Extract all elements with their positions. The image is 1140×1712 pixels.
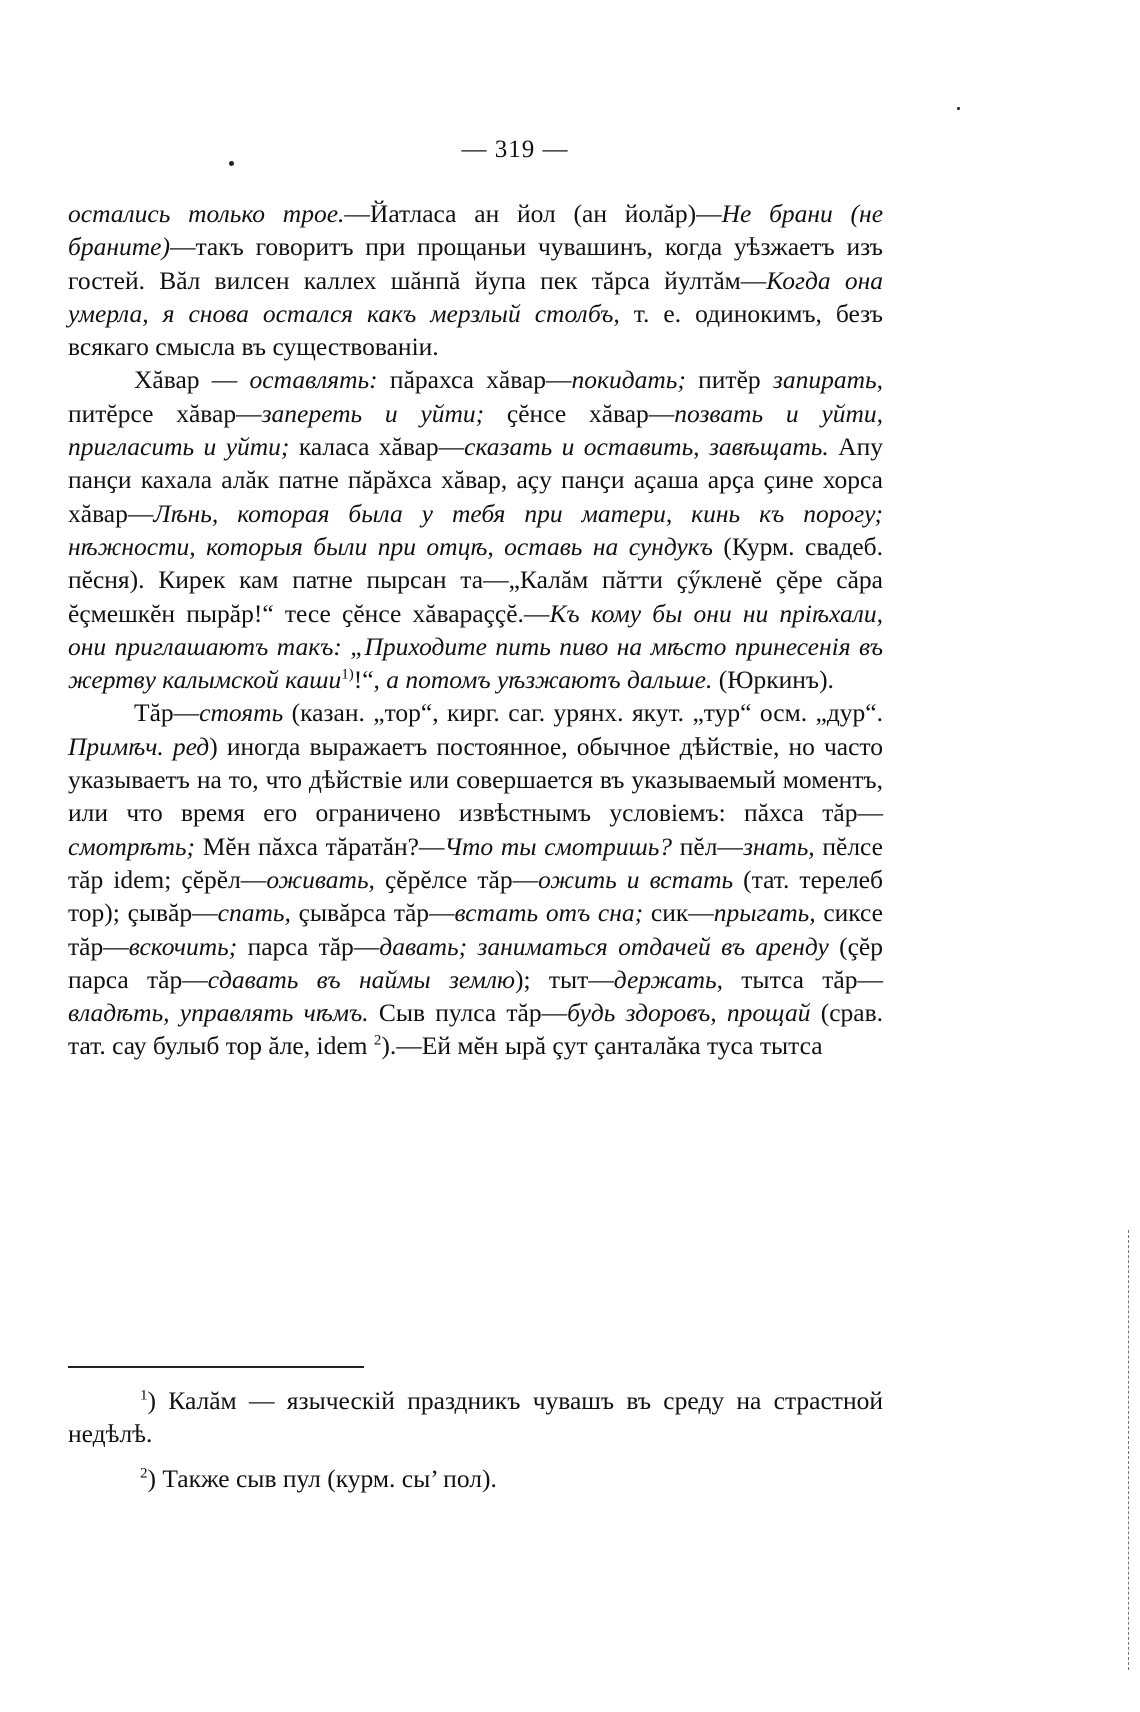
italic-run: позвать и уйти, пригласить и уйти; <box>68 398 883 462</box>
footnote-marker: 2 <box>373 1032 382 1049</box>
text-run: ҫĕрĕлсе тăр— <box>374 864 539 894</box>
footnotes <box>68 1384 883 1507</box>
text-run: питĕрсе хăвар— <box>68 398 262 428</box>
footnote-2 <box>68 1462 883 1495</box>
text-run: сик— <box>643 898 714 928</box>
text-run: (Юркинъ). <box>712 665 834 695</box>
italic-run: оживать, <box>266 864 375 894</box>
italic-run: смотрѣть; <box>68 831 196 861</box>
italic-run: Примѣч. ред <box>68 731 210 761</box>
italic-run: оставлять: <box>249 365 378 395</box>
text-run: ) иногда выражаетъ постоянное, обычное дѣйствіе, но часто указываетъ на то, что дѣйствіе или совершается въ указываемый моментъ, или что время его ограничено извѣстнымъ условіемъ: пăхса тăр— <box>68 731 883 828</box>
footnote-divider <box>68 1366 364 1368</box>
italic-run: спать, <box>217 898 291 928</box>
scan-edge-mark <box>1128 1230 1130 1670</box>
text-run: (казан. „тор“, кирг. саг. урянх. якут. „тур“ осм. „дур“. <box>283 698 883 728</box>
text-run: Апу панҫи кахала алăк патне пăрăхса хăвар, аçу панҫи аҫаша арҫа çине хорса хăвар— <box>68 432 883 528</box>
text-run: (тат. терелеб тор); çывăр— <box>68 864 883 928</box>
text-run: ) Калăм — языческій праздникъ чувашъ въ среду на страстной недѣлѣ. <box>68 1386 883 1448</box>
text-run: т. е. одинокимъ, безъ всякаго смысла въ существованіи. <box>68 298 883 362</box>
page-number: — 319 — <box>461 136 569 163</box>
text-run: пĕлсе тăр idem; ҫĕрĕл— <box>68 831 883 894</box>
italic-run: запереть и уйти; <box>261 398 485 428</box>
italic-run: знать, <box>742 831 815 861</box>
text-run: ).—Ей мĕн ырă çут çанталăка туса тытса <box>381 1031 823 1061</box>
text-run: каласа хăвар— <box>289 432 465 462</box>
text-run: Хăвар — <box>134 365 250 395</box>
footnote-1 <box>68 1384 883 1450</box>
text-run: —такъ говоритъ при прощаньи чувашинъ, когда уѣзжаетъ изъ гостей. Вăл вилсен каллех шăнпă йупа пек тăрса йултăм— <box>68 232 883 295</box>
text-run: (çĕр парса тăр— <box>68 931 883 994</box>
italic-run: а потомъ уѣзжаютъ дальше. <box>386 665 713 695</box>
text-run: питĕр <box>685 365 773 395</box>
italic-run: Когда она умерла, я снова остался какъ мерзлый столбъ, <box>68 265 883 328</box>
italic-run: держать, <box>613 964 723 994</box>
text-run: ) Также сыв пул (курм. сы’ пол). <box>147 1464 497 1493</box>
text-run: ); тыт— <box>514 964 614 994</box>
italic-run: вскочить; <box>128 931 238 961</box>
italic-run: давать; заниматься отдачей въ аренду <box>379 931 829 961</box>
body-text <box>68 197 883 1063</box>
text-run: Сыв пулса тăр— <box>368 998 568 1028</box>
italic-run: прыгать, <box>713 898 816 928</box>
italic-run: будь здоровъ, прощай <box>567 998 811 1028</box>
text-run: ҫĕнсе хăвар— <box>484 398 675 428</box>
italic-run: сдавать въ наймы землю <box>207 964 515 994</box>
paragraph-continuation <box>68 197 883 363</box>
italic-run: Что ты смотришь? <box>444 831 673 861</box>
italic-run: запирать, <box>772 365 883 395</box>
print-speck <box>957 107 960 110</box>
italic-run: Лѣнь, которая была у тебя при матери, кинь къ порогу; нѣжности, которыя были при отцѣ, оставь на сундукъ <box>68 498 883 561</box>
text-run: сиксе тăр— <box>68 898 883 961</box>
text-run: парса тăр— <box>237 931 380 961</box>
italic-run: встать отъ сна; <box>454 898 644 928</box>
italic-run: владѣть, управлять чѣмъ. <box>68 998 369 1028</box>
text-run: Мĕн пăхса тăратăн?— <box>195 831 445 861</box>
print-speck <box>229 161 234 166</box>
italic-run: ожить и встать <box>538 864 734 894</box>
text-run: !“, <box>353 665 387 695</box>
text-run: (Курм. свадеб. пĕсня). Кирек кам патне пырсан та—„Калăм пăтти ҫӳкленĕ çĕре сăра ĕçмешкĕн пырăр!“ тесе ҫĕнсе хăвараççĕ.— <box>68 531 883 628</box>
paragraph-tar <box>68 696 883 1062</box>
footnote-marker: 1 <box>140 1387 148 1404</box>
footnote-marker: 2 <box>140 1465 148 1482</box>
text-run: (срав. тат. сау булыб тор ăле, idem <box>68 998 883 1061</box>
text-run: тытса тăр— <box>722 964 883 994</box>
italic-run: покидать; <box>571 365 686 395</box>
italic-run: сказать и оставить, завѣщать. <box>464 432 829 462</box>
italic-run: стоять <box>199 698 284 728</box>
paragraph-havar <box>68 363 883 696</box>
text-run: пăрахса хăвар— <box>377 365 572 395</box>
text-run: çывăрса тăр— <box>290 898 455 928</box>
text-run: пĕл— <box>672 831 743 861</box>
italic-run: остались только трое. <box>68 199 345 228</box>
text-run: Тăр— <box>134 698 200 728</box>
text-run: —Йатласа ан йол (ан йолăр)— <box>344 199 722 228</box>
italic-run: Къ кому бы они ни пріѣхали, они приглашаютъ такъ: „Приходите пить пиво на мѣсто принесенія въ жертву калымской каши <box>68 598 883 695</box>
italic-run: Не брани (не браните) <box>68 199 884 262</box>
footnote-marker: 1) <box>341 666 354 683</box>
